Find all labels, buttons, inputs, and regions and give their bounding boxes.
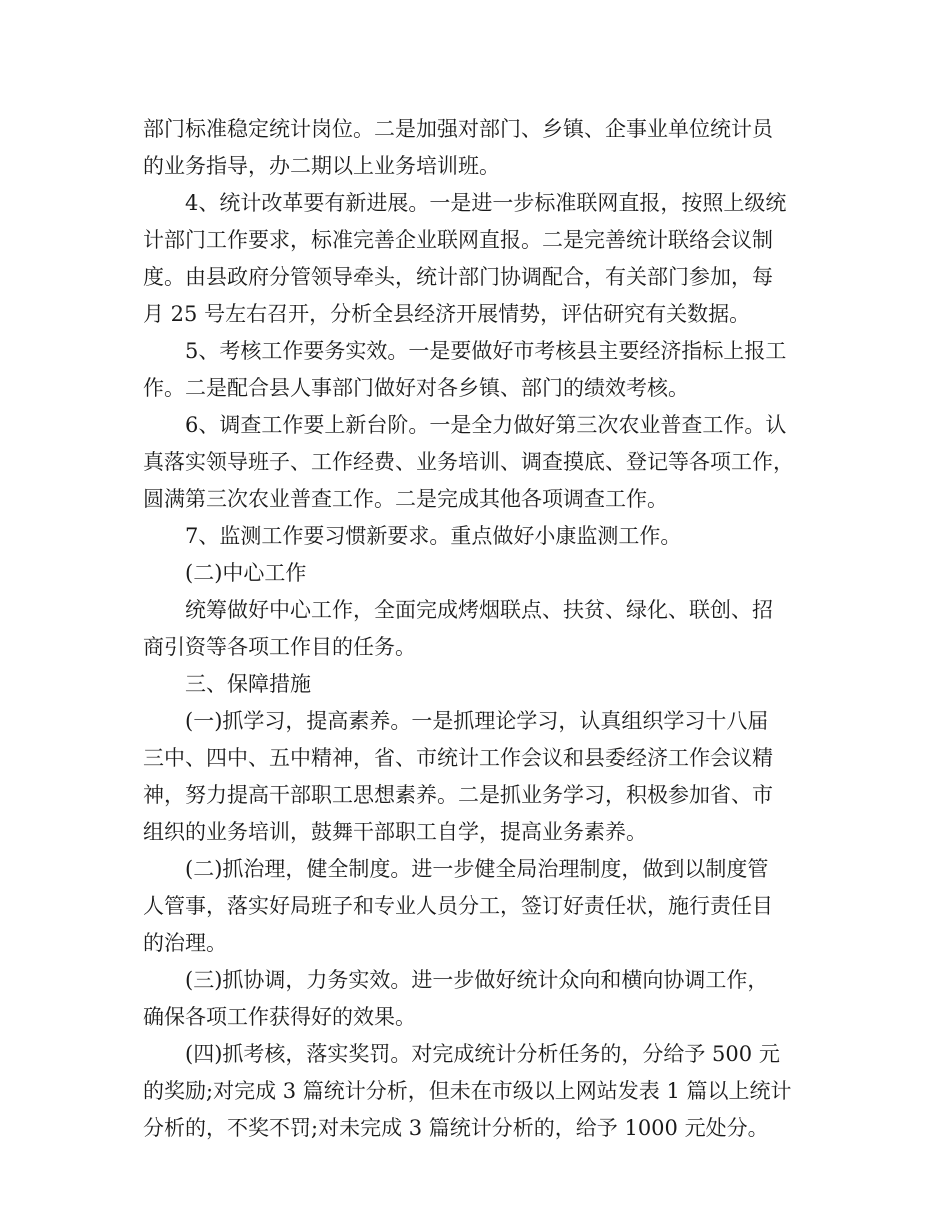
section-heading: 三、保障措施: [185, 672, 311, 696]
text-line: 确保各项工作获得好的效果。: [143, 1005, 416, 1029]
text-line: 统筹做好中心工作，全面完成烤烟联点、扶贫、绿化、联创、招: [185, 598, 773, 622]
text-line: 商引资等各项工作目的任务。: [143, 635, 416, 659]
text-line: 真落实领导班子、工作经费、业务培训、调查摸底、登记等各项工作，: [143, 450, 794, 474]
text-line: 7、监测工作要习惯新要求。重点做好小康监测工作。: [185, 524, 682, 548]
text-line: 分析的，不奖不罚;对未完成 3 篇统计分析的，给予 1000 元处分。: [143, 1116, 769, 1140]
text-line: 三中、四中、五中精神，省、市统计工作会议和县委经济工作会议精: [143, 746, 773, 770]
text-line: 月 25 号左右召开，分析全县经济开展情势，评估研究有关数据。: [143, 302, 751, 326]
text-line: 圆满第三次农业普查工作。二是完成其他各项调查工作。: [143, 487, 668, 511]
text-line: 4、统计改革要有新进展。一是进一步标准联网直报，按照上级统: [185, 191, 787, 215]
text-line: 6、调查工作要上新台阶。一是全力做好第三次农业普查工作。认: [185, 413, 787, 437]
text-line: (二)抓治理，健全制度。进一步健全局治理制度，做到以制度管: [185, 857, 769, 881]
text-line: 5、考核工作要务实效。一是要做好市考核县主要经济指标上报工: [185, 339, 787, 363]
text-line: 计部门工作要求，标准完善企业联网直报。二是完善统计联络会议制: [143, 228, 773, 252]
text-line: 度。由县政府分管领导牵头，统计部门协调配合，有关部门参加，每: [143, 265, 773, 289]
text-line: 神，努力提高干部职工思想素养。二是抓业务学习，积极参加省、市: [143, 783, 773, 807]
text-line: (一)抓学习，提高素养。一是抓理论学习，认真组织学习十八届: [185, 709, 769, 733]
text-line: 作。二是配合县人事部门做好对各乡镇、部门的绩效考核。: [143, 376, 689, 400]
text-line: 部门标准稳定统计岗位。二是加强对部门、乡镇、企事业单位统计员: [143, 117, 773, 141]
text-line: (四)抓考核，落实奖罚。对完成统计分析任务的，分给予 500 元: [185, 1042, 780, 1066]
text-line: (三)抓协调，力务实效。进一步做好统计众向和横向协调工作，: [185, 968, 769, 992]
text-line: 人管事，落实好局班子和专业人员分工，签订好责任状，施行责任目: [143, 894, 773, 918]
section-heading: (二)中心工作: [185, 561, 307, 585]
text-line: 组织的业务培训，鼓舞干部职工自学，提高业务素养。: [143, 820, 647, 844]
text-line: 的业务指导，办二期以上业务培训班。: [143, 154, 500, 178]
text-line: 的治理。: [143, 931, 227, 955]
text-line: 的奖励;对完成 3 篇统计分析，但未在市级以上网站发表 1 篇以上统计: [143, 1079, 792, 1103]
